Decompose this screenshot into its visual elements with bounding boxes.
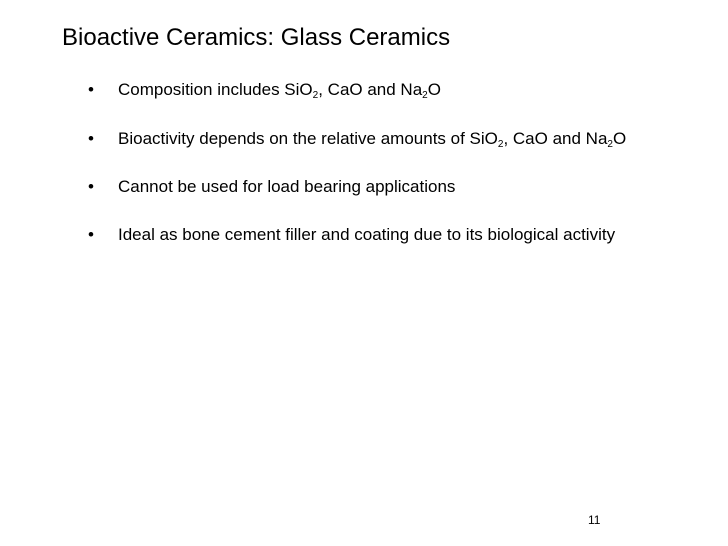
bullet-icon: • bbox=[88, 225, 94, 244]
bullet-text: Ideal as bone cement filler and coating due to its biological activity bbox=[118, 225, 616, 244]
bullet-text: Composition includes SiO$_2$, CaO and $Na_2O$ bbox=[118, 80, 441, 101]
bullet-composition bbox=[88, 78, 668, 101]
slide-title: Bioactive Ceramics: Glass Ceramics bbox=[62, 24, 451, 51]
bullet-bioactivity bbox=[88, 127, 668, 150]
bullet-list bbox=[88, 78, 668, 271]
bullet-load-bearing bbox=[88, 175, 668, 198]
bullet-icon: • bbox=[88, 129, 94, 148]
page-number: 11 bbox=[588, 513, 601, 527]
bullet-icon: • bbox=[88, 80, 94, 99]
bullet-text: Bioactivity depends on the relative amounts of SiO$_2$, CaO and $Na_2O$ bbox=[118, 129, 627, 150]
bullet-ideal-use bbox=[88, 223, 668, 246]
bullet-icon: • bbox=[88, 177, 94, 196]
bullet-text: Cannot be used for load bearing applications bbox=[118, 177, 456, 196]
